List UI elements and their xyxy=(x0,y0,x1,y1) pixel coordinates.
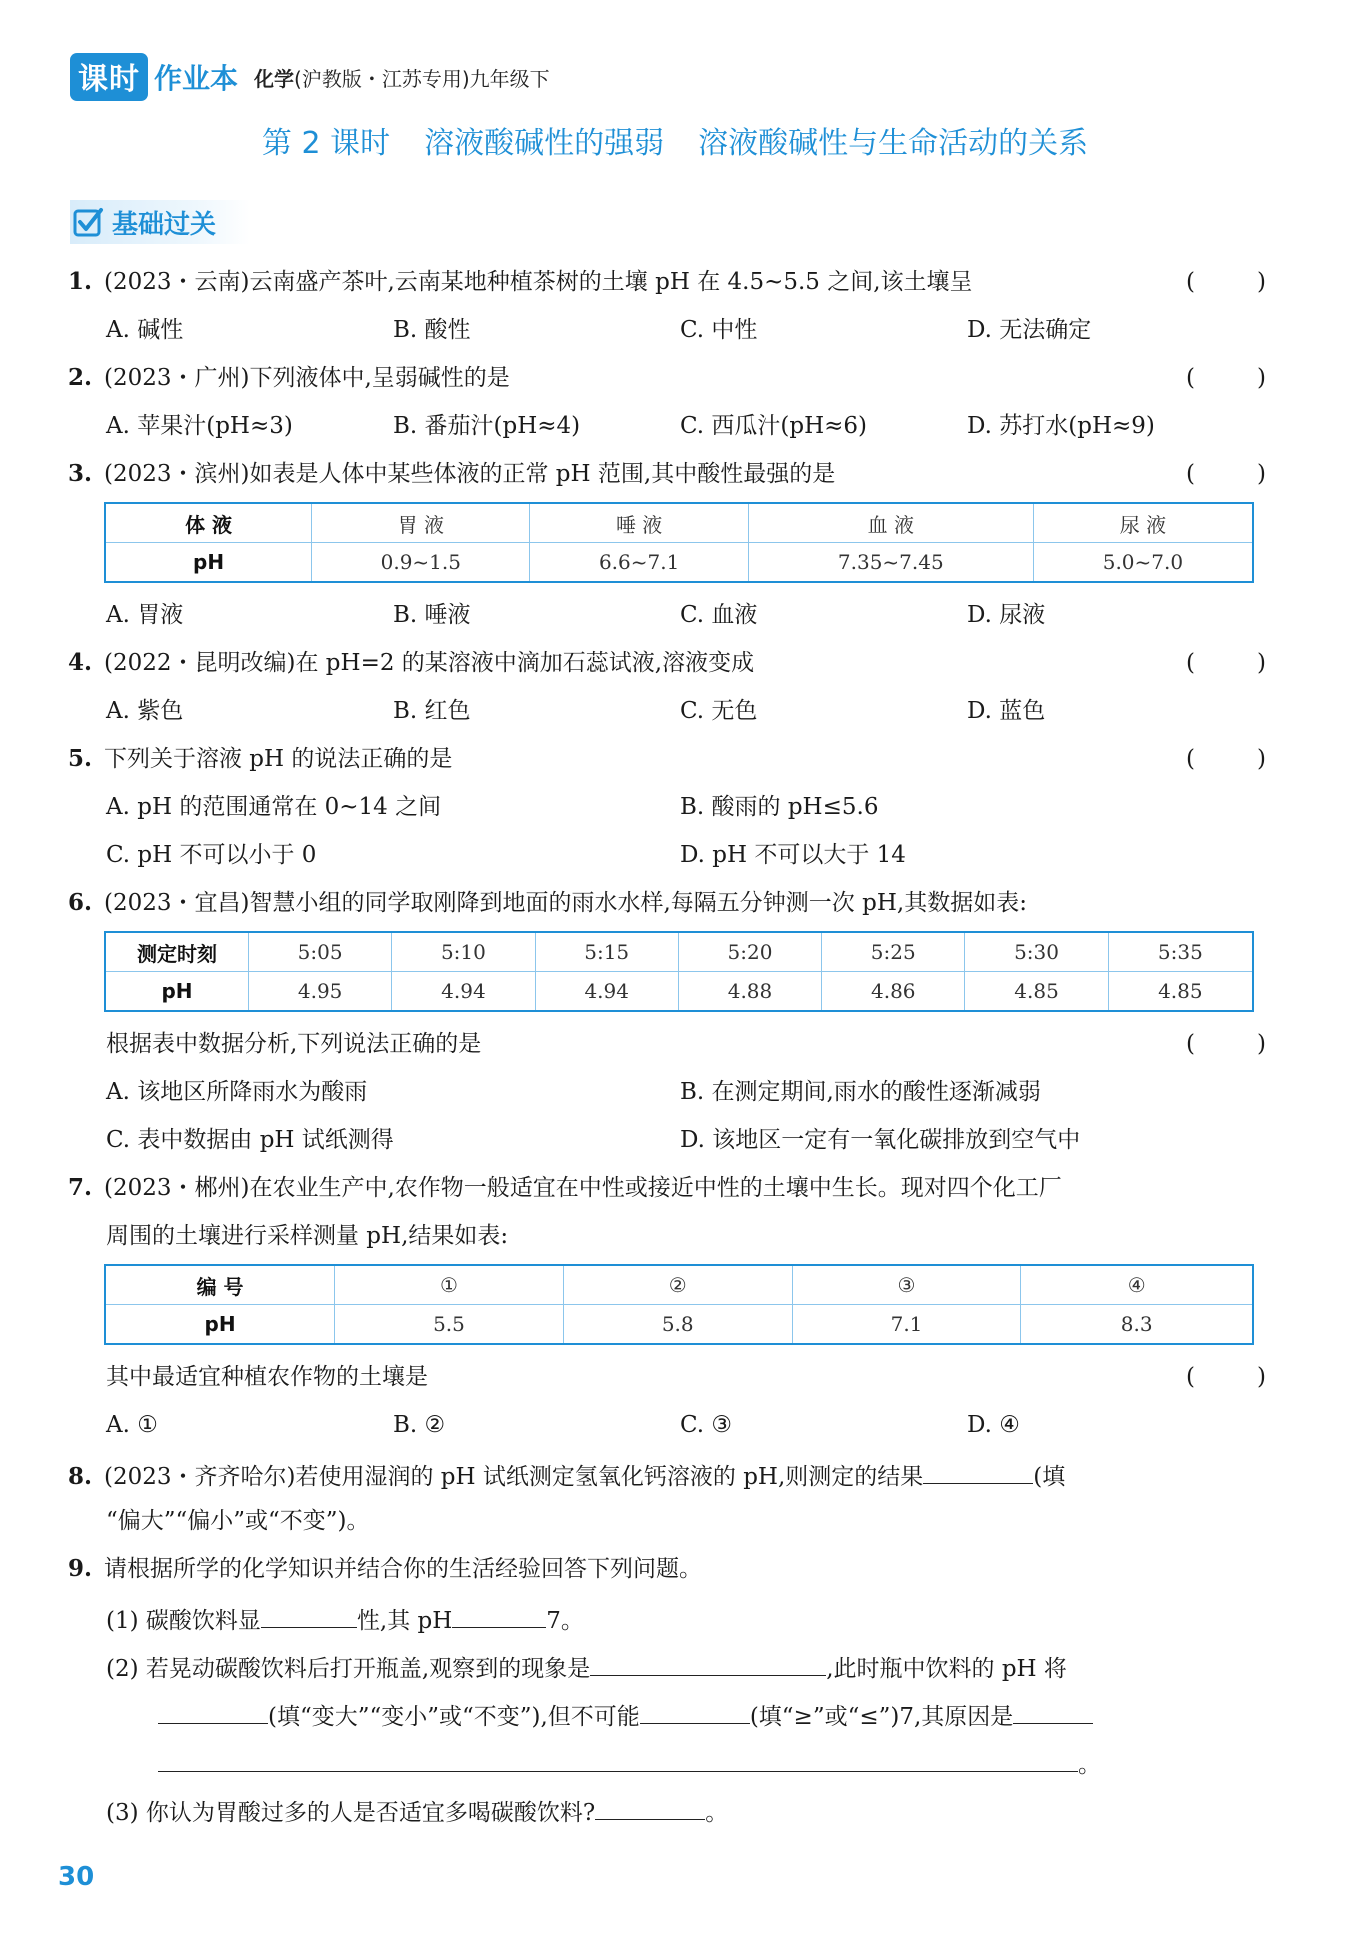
question-text: (2023・云南)云南盛产茶叶,云南某地种植茶树的土壤 pH 在 4.5~5.5 之间,该土壤呈 xyxy=(104,269,973,295)
option-b[interactable]: B. 红色 xyxy=(393,698,471,724)
question-text: (2023・宜昌)智慧小组的同学取刚降到地面的雨水水样,每隔五分钟测一次 pH,其数据如表: xyxy=(104,890,1027,916)
question-3-options xyxy=(68,591,1266,639)
option-d[interactable]: D. ④ xyxy=(967,1412,1020,1438)
question-2-stem xyxy=(68,354,1266,402)
option-a[interactable]: A. 紫色 xyxy=(106,698,184,724)
table-cell: ③ xyxy=(792,1265,1021,1305)
option-b[interactable]: B. 唾液 xyxy=(393,602,471,628)
question-text: 。 xyxy=(705,1800,729,1826)
question-6-options-cd xyxy=(68,1116,1266,1164)
question-text: ,此时瓶中饮料的 pH 将 xyxy=(826,1656,1067,1682)
answer-blank[interactable] xyxy=(590,1641,826,1676)
question-6-options-ab xyxy=(68,1068,1266,1116)
question-number: 7. xyxy=(68,1174,93,1201)
question-text: 其中最适宜种植农作物的土壤是 xyxy=(106,1364,428,1390)
question-text: 7。 xyxy=(546,1608,584,1634)
question-text: (2023・齐齐哈尔)若使用湿润的 pH 试纸测定氢氧化钙溶液的 pH,则测定的结果 xyxy=(104,1464,924,1490)
question-2-options xyxy=(68,402,1266,450)
question-text: (2022・昆明改编)在 pH=2 的某溶液中滴加石蕊试液,溶液变成 xyxy=(104,650,755,676)
table-cell: 8.3 xyxy=(1021,1305,1253,1345)
answer-paren[interactable]: ( ) xyxy=(1186,650,1266,676)
edition: (沪教版・江苏专用)九年级下 xyxy=(294,66,550,91)
question-5-options-ab xyxy=(68,783,1266,831)
question-8-stem xyxy=(68,1449,1266,1497)
table-row xyxy=(105,972,1253,1012)
table-cell: 血 液 xyxy=(748,503,1033,543)
question-text: 下列关于溶液 pH 的说法正确的是 xyxy=(104,746,453,772)
question-9-sub-2 xyxy=(68,1641,1266,1689)
answer-paren[interactable]: ( ) xyxy=(1186,746,1266,772)
table-cell: pH xyxy=(105,972,249,1012)
page-number: 30 xyxy=(58,1862,95,1892)
checkbox-icon xyxy=(72,206,104,238)
option-d[interactable]: D. 无法确定 xyxy=(967,317,1092,343)
question-6-prompt xyxy=(68,1020,1266,1068)
question-text: 根据表中数据分析,下列说法正确的是 xyxy=(106,1031,482,1057)
answer-blank[interactable] xyxy=(158,1689,268,1724)
table-cell: 胃 液 xyxy=(312,503,530,543)
question-text: 周围的土壤进行采样测量 pH,结果如表: xyxy=(106,1223,509,1249)
question-1-stem xyxy=(68,258,1266,306)
option-a[interactable]: A. ① xyxy=(106,1412,158,1438)
answer-blank[interactable] xyxy=(452,1593,546,1628)
table-cell: 5:10 xyxy=(392,932,535,972)
rainwater-ph-table xyxy=(104,931,1266,1012)
answer-paren[interactable]: ( ) xyxy=(1186,365,1266,391)
table-cell: ① xyxy=(335,1265,564,1305)
option-d[interactable]: D. 尿液 xyxy=(967,602,1046,628)
option-d[interactable]: D. 苏打水(pH≈9) xyxy=(967,413,1155,439)
table-cell: pH xyxy=(105,1305,335,1345)
question-7-prompt xyxy=(68,1353,1266,1401)
question-4-options xyxy=(68,687,1266,735)
answer-blank[interactable] xyxy=(1013,1689,1093,1724)
table-cell: 0.9~1.5 xyxy=(312,543,530,583)
option-c[interactable]: C. pH 不可以小于 0 xyxy=(106,842,317,868)
table-cell: 4.94 xyxy=(392,972,535,1012)
question-text: (2) 若晃动碳酸饮料后打开瓶盖,观察到的现象是 xyxy=(106,1656,591,1682)
lesson-title xyxy=(0,118,1350,162)
option-b[interactable]: B. 酸雨的 pH≤5.6 xyxy=(680,794,879,820)
table-cell: 5:35 xyxy=(1108,932,1253,972)
question-number: 5. xyxy=(68,745,93,772)
question-9-sub-2-reason xyxy=(68,1737,1266,1785)
table-cell: 5:05 xyxy=(249,932,392,972)
option-c[interactable]: C. ③ xyxy=(680,1412,733,1438)
subject: 化学 xyxy=(254,66,295,91)
body-fluid-ph-table xyxy=(104,502,1266,583)
table-cell: 体 液 xyxy=(105,503,312,543)
option-b[interactable]: B. 在测定期间,雨水的酸性逐渐减弱 xyxy=(680,1079,1041,1105)
questions xyxy=(68,258,1266,1833)
question-8-stem-cont xyxy=(68,1497,1266,1545)
table-cell: 5.0~7.0 xyxy=(1033,543,1253,583)
question-text: (填“变大”“变小”或“不变”),但不可能 xyxy=(268,1704,640,1730)
question-7-options xyxy=(68,1401,1266,1449)
table-cell: pH xyxy=(105,543,312,583)
option-b[interactable]: B. 番茄汁(pH≈4) xyxy=(393,413,581,439)
table-row xyxy=(105,543,1253,583)
question-text: (2023・广州)下列液体中,呈弱碱性的是 xyxy=(104,365,510,391)
table-cell: 4.95 xyxy=(249,972,392,1012)
question-text: 性,其 pH xyxy=(356,1608,453,1634)
table-cell: 7.35~7.45 xyxy=(748,543,1033,583)
question-text: (填 xyxy=(1033,1464,1066,1490)
option-d[interactable]: D. pH 不可以大于 14 xyxy=(680,842,906,868)
table-cell: 测定时刻 xyxy=(105,932,249,972)
question-number: 3. xyxy=(68,460,93,487)
option-c[interactable]: C. 血液 xyxy=(680,602,758,628)
table-cell: 5.8 xyxy=(563,1305,792,1345)
question-9-sub-2-cont xyxy=(68,1689,1266,1737)
header xyxy=(70,56,550,98)
question-9-sub-1 xyxy=(68,1593,1266,1641)
soil-ph-table xyxy=(104,1264,1266,1345)
question-number: 8. xyxy=(68,1463,93,1490)
table-cell: 4.86 xyxy=(822,972,965,1012)
question-9-sub-3 xyxy=(68,1785,1266,1833)
table-cell: 4.88 xyxy=(678,972,821,1012)
question-1-options xyxy=(68,306,1266,354)
question-text: (3) 你认为胃酸过多的人是否适宜多喝碳酸饮料? xyxy=(106,1800,596,1826)
answer-blank[interactable] xyxy=(595,1785,705,1820)
table-cell: 4.85 xyxy=(1108,972,1253,1012)
table-cell: 唾 液 xyxy=(530,503,748,543)
book-info xyxy=(254,63,550,92)
table-cell: 7.1 xyxy=(792,1305,1021,1345)
option-a[interactable]: A. 胃液 xyxy=(106,602,184,628)
lesson-number: 第 2 课时 xyxy=(261,126,391,161)
option-d[interactable]: D. 该地区一定有一氧化碳排放到空气中 xyxy=(680,1127,1081,1153)
table-cell: 5:15 xyxy=(535,932,678,972)
table-row xyxy=(105,1305,1253,1345)
answer-paren[interactable]: ( ) xyxy=(1186,1364,1266,1390)
question-number: 9. xyxy=(68,1555,93,1582)
answer-blank[interactable] xyxy=(923,1449,1033,1484)
question-9-stem xyxy=(68,1545,1266,1593)
question-4-stem xyxy=(68,639,1266,687)
question-7-stem-cont xyxy=(68,1212,1266,1260)
question-text: 请根据所学的化学知识并结合你的生活经验回答下列问题。 xyxy=(104,1556,702,1582)
table-header-row xyxy=(105,1265,1253,1305)
table-cell: 5:25 xyxy=(822,932,965,972)
table-cell: ④ xyxy=(1021,1265,1253,1305)
answer-blank[interactable] xyxy=(640,1689,750,1724)
option-b[interactable]: B. 酸性 xyxy=(393,317,471,343)
answer-paren[interactable]: ( ) xyxy=(1186,269,1266,295)
answer-blank[interactable] xyxy=(261,1593,357,1628)
answer-paren[interactable]: ( ) xyxy=(1186,1031,1266,1057)
question-text: (填“≥”或“≤”)7,其原因是 xyxy=(749,1704,1014,1730)
question-number: 2. xyxy=(68,364,93,391)
question-5-stem xyxy=(68,735,1266,783)
question-text: 。 xyxy=(1078,1752,1101,1778)
question-text: “偏大”“偏小”或“不变”)。 xyxy=(106,1508,370,1534)
answer-blank[interactable] xyxy=(158,1737,1078,1772)
table-cell: 尿 液 xyxy=(1033,503,1253,543)
option-c[interactable]: C. 表中数据由 pH 试纸测得 xyxy=(106,1127,394,1153)
question-text: (2023・滨州)如表是人体中某些体液的正常 pH 范围,其中酸性最强的是 xyxy=(104,461,836,487)
question-text: (2023・郴州)在农业生产中,农作物一般适宜在中性或接近中性的土壤中生长。现对四个化工厂 xyxy=(104,1175,1062,1201)
option-a[interactable]: A. 该地区所降雨水为酸雨 xyxy=(106,1079,368,1105)
question-number: 6. xyxy=(68,889,93,916)
table-cell: 编 号 xyxy=(105,1265,335,1305)
table-cell: 4.85 xyxy=(965,972,1108,1012)
option-d[interactable]: D. 蓝色 xyxy=(967,698,1046,724)
table-cell: 5:30 xyxy=(965,932,1108,972)
option-c[interactable]: C. 西瓜汁(pH≈6) xyxy=(680,413,868,439)
question-6-stem xyxy=(68,879,1266,927)
option-b[interactable]: B. ② xyxy=(393,1412,446,1438)
brand-badge: 课时 xyxy=(70,53,148,101)
table-header-row xyxy=(105,932,1253,972)
question-3-stem xyxy=(68,450,1266,498)
brand-name: 作业本 xyxy=(154,62,239,95)
lesson-topic-1: 溶液酸碱性的强弱 xyxy=(424,126,665,161)
question-5-options-cd xyxy=(68,831,1266,879)
table-header-row xyxy=(105,503,1253,543)
option-a[interactable]: A. 苹果汁(pH≈3) xyxy=(106,413,293,439)
option-a[interactable]: A. pH 的范围通常在 0~14 之间 xyxy=(106,794,442,820)
question-number: 4. xyxy=(68,649,93,676)
option-a[interactable]: A. 碱性 xyxy=(106,317,184,343)
table-cell: 5:20 xyxy=(678,932,821,972)
brand-logo xyxy=(70,53,238,101)
section-label: 基础过关 xyxy=(112,209,217,240)
option-c[interactable]: C. 无色 xyxy=(680,698,758,724)
table-cell: 5.5 xyxy=(335,1305,564,1345)
question-number: 1. xyxy=(68,268,93,295)
answer-paren[interactable]: ( ) xyxy=(1186,461,1266,487)
option-c[interactable]: C. 中性 xyxy=(680,317,758,343)
table-cell: ② xyxy=(563,1265,792,1305)
table-cell: 4.94 xyxy=(535,972,678,1012)
table-cell: 6.6~7.1 xyxy=(530,543,748,583)
question-text: (1) 碳酸饮料显 xyxy=(106,1608,261,1634)
lesson-topic-2: 溶液酸碱性与生命活动的关系 xyxy=(698,126,1089,161)
question-7-stem xyxy=(68,1164,1266,1212)
section-header xyxy=(70,200,250,244)
